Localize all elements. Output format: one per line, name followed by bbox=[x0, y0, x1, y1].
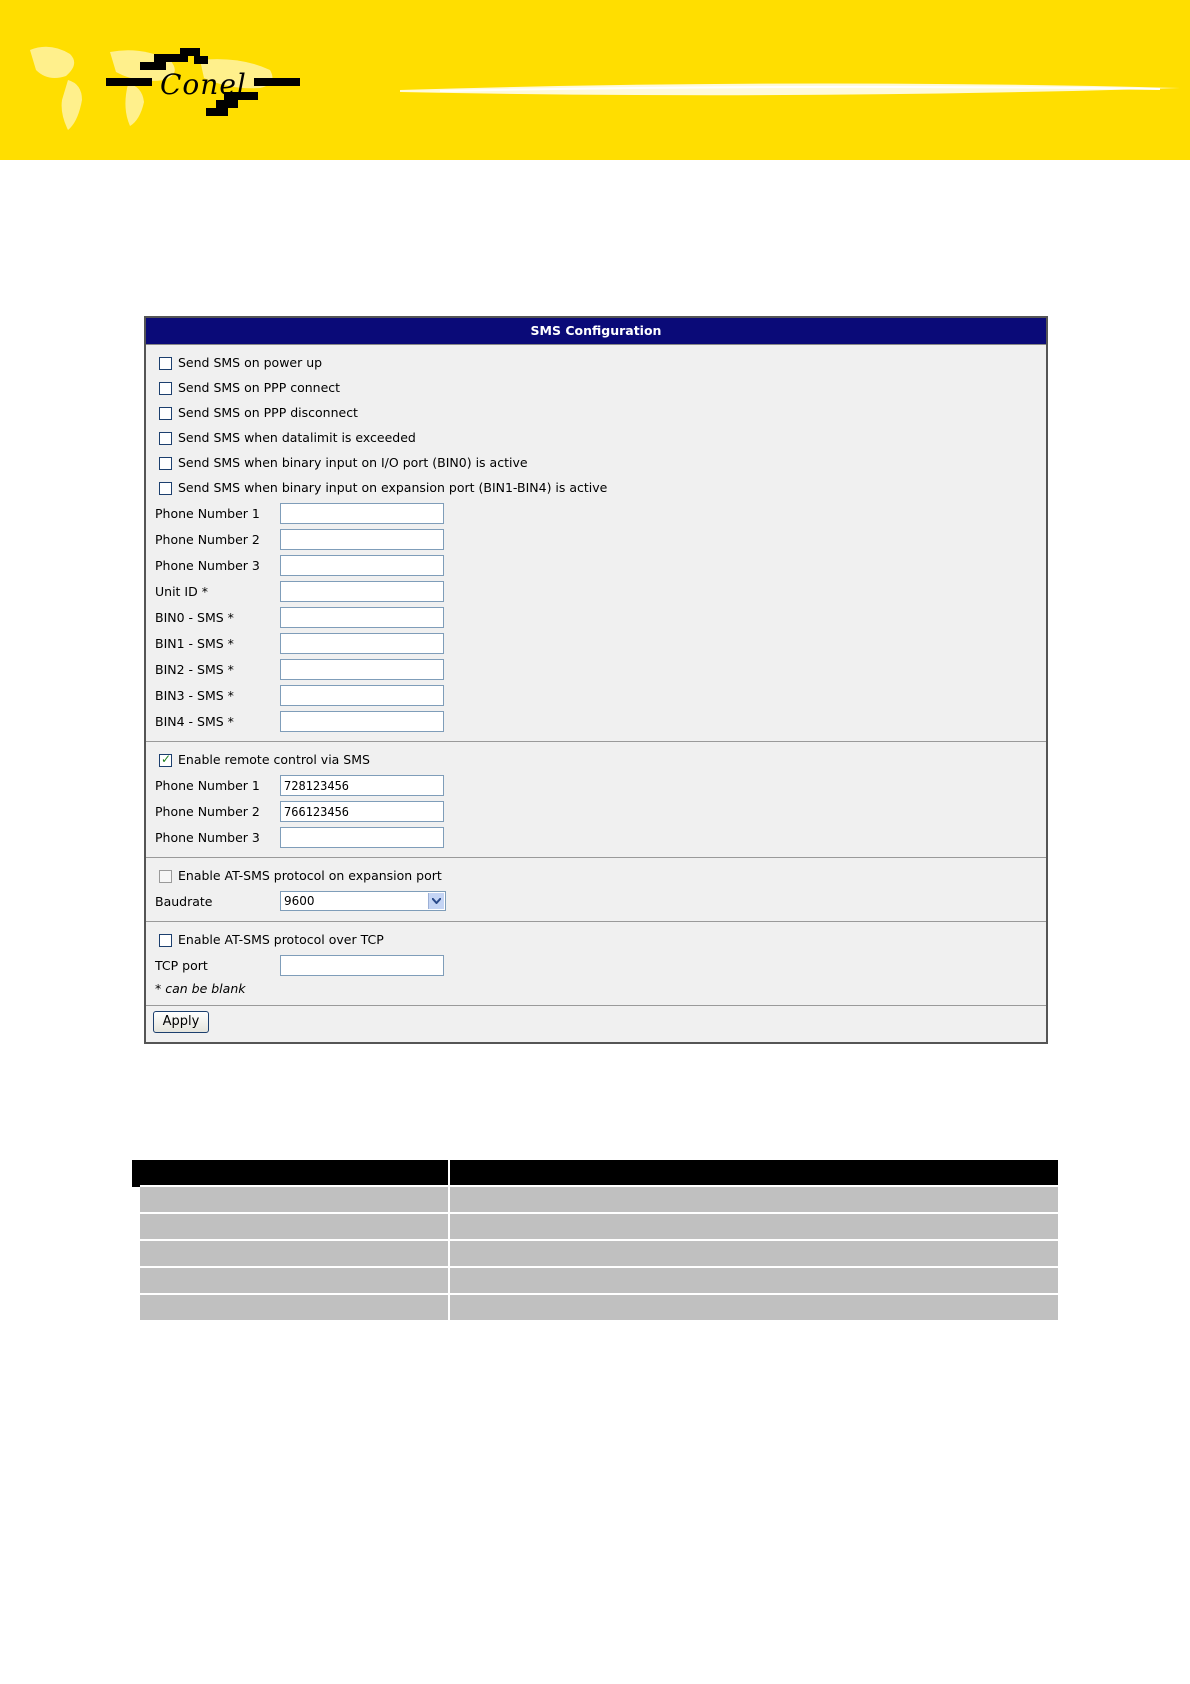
ppp-disconnect-checkbox[interactable] bbox=[159, 407, 172, 420]
remote-control-section bbox=[146, 742, 1046, 858]
field-bin0-sms bbox=[146, 605, 1046, 631]
field-phone-2 bbox=[146, 527, 1046, 553]
chevron-down-icon[interactable] bbox=[428, 893, 444, 909]
option-datalimit[interactable] bbox=[146, 426, 1046, 451]
bin3-sms-label: BIN3 - SMS * bbox=[155, 688, 234, 703]
option-at-sms-expansion[interactable] bbox=[146, 864, 1046, 889]
table-cell bbox=[449, 1267, 1058, 1294]
option-power-up[interactable] bbox=[146, 351, 1046, 376]
field-unit-id bbox=[146, 579, 1046, 605]
blank-note: * can be blank bbox=[155, 981, 246, 996]
parameter-table bbox=[132, 1160, 1058, 1320]
power-up-checkbox[interactable] bbox=[159, 357, 172, 370]
datalimit-checkbox[interactable] bbox=[159, 432, 172, 445]
field-bin1-sms bbox=[146, 631, 1046, 657]
expansion-bin-checkbox[interactable] bbox=[159, 482, 172, 495]
baudrate-label: Baudrate bbox=[155, 894, 213, 909]
table-cell bbox=[449, 1186, 1058, 1213]
option-remote-control[interactable] bbox=[146, 748, 1046, 773]
phone-1-label: Phone Number 1 bbox=[155, 506, 260, 521]
expansion-port-section bbox=[146, 858, 1046, 922]
remote-phone-2-input[interactable] bbox=[280, 801, 444, 822]
option-ppp-connect[interactable] bbox=[146, 376, 1046, 401]
table-row bbox=[136, 1213, 1058, 1240]
table-cell bbox=[449, 1294, 1058, 1320]
table-cell bbox=[136, 1267, 449, 1294]
bin0-sms-input[interactable] bbox=[280, 607, 444, 628]
ppp-connect-checkbox[interactable] bbox=[159, 382, 172, 395]
table-cell bbox=[136, 1186, 449, 1213]
table-cell bbox=[136, 1213, 449, 1240]
blank-note-row bbox=[146, 979, 1046, 999]
remote-control-label: Enable remote control via SMS bbox=[178, 752, 370, 767]
field-phone-3 bbox=[146, 553, 1046, 579]
table-cell bbox=[449, 1213, 1058, 1240]
power-up-label: Send SMS on power up bbox=[178, 355, 323, 370]
brand-name: Conel bbox=[160, 68, 247, 101]
bin0-label: Send SMS when binary input on I/O port (BIN0) is active bbox=[178, 455, 528, 470]
phone-1-input[interactable] bbox=[280, 503, 444, 524]
bin3-sms-input[interactable] bbox=[280, 685, 444, 706]
remote-phone-2-label: Phone Number 2 bbox=[155, 804, 260, 819]
table-row bbox=[136, 1294, 1058, 1320]
table-cell bbox=[136, 1240, 449, 1267]
baudrate-select[interactable] bbox=[280, 891, 446, 911]
remote-phone-1-input[interactable] bbox=[280, 775, 444, 796]
option-bin0[interactable] bbox=[146, 451, 1046, 476]
remote-control-checkbox[interactable] bbox=[159, 754, 172, 767]
bin2-sms-label: BIN2 - SMS * bbox=[155, 662, 234, 677]
field-phone-1 bbox=[146, 501, 1046, 527]
bin1-sms-label: BIN1 - SMS * bbox=[155, 636, 234, 651]
tcp-port-label: TCP port bbox=[155, 958, 208, 973]
remote-phone-3-input[interactable] bbox=[280, 827, 444, 848]
table-row bbox=[136, 1267, 1058, 1294]
remote-phone-3-label: Phone Number 3 bbox=[155, 830, 260, 845]
field-bin2-sms bbox=[146, 657, 1046, 683]
field-bin4-sms bbox=[146, 709, 1046, 735]
unit-id-label: Unit ID * bbox=[155, 584, 208, 599]
remote-phone-1-label: Phone Number 1 bbox=[155, 778, 260, 793]
field-baudrate bbox=[146, 889, 1046, 915]
bin0-sms-label: BIN0 - SMS * bbox=[155, 610, 234, 625]
at-sms-expansion-checkbox[interactable] bbox=[159, 870, 172, 883]
option-expansion-bin[interactable] bbox=[146, 476, 1046, 501]
bin2-sms-input[interactable] bbox=[280, 659, 444, 680]
apply-button[interactable]: Apply bbox=[153, 1011, 209, 1033]
panel-title: SMS Configuration bbox=[146, 318, 1046, 345]
notification-section bbox=[146, 345, 1046, 742]
table-header-cell bbox=[449, 1160, 1058, 1186]
field-remote-phone-2 bbox=[146, 799, 1046, 825]
bin1-sms-input[interactable] bbox=[280, 633, 444, 654]
bin4-sms-input[interactable] bbox=[280, 711, 444, 732]
datalimit-label: Send SMS when datalimit is exceeded bbox=[178, 430, 416, 445]
apply-row bbox=[146, 1006, 1046, 1040]
table-row bbox=[136, 1240, 1058, 1267]
table-cell bbox=[136, 1294, 449, 1320]
phone-2-label: Phone Number 2 bbox=[155, 532, 260, 547]
field-remote-phone-3 bbox=[146, 825, 1046, 851]
phone-3-input[interactable] bbox=[280, 555, 444, 576]
bin4-sms-label: BIN4 - SMS * bbox=[155, 714, 234, 729]
expansion-bin-label: Send SMS when binary input on expansion port (BIN1-BIN4) is active bbox=[178, 480, 608, 495]
ppp-disconnect-label: Send SMS on PPP disconnect bbox=[178, 405, 358, 420]
phone-3-label: Phone Number 3 bbox=[155, 558, 260, 573]
table-header-cell bbox=[136, 1160, 449, 1186]
table-row bbox=[136, 1186, 1058, 1213]
header-banner bbox=[0, 0, 1190, 160]
sms-configuration-panel bbox=[144, 316, 1048, 1044]
baudrate-value: 9600 bbox=[284, 894, 315, 908]
option-ppp-disconnect[interactable] bbox=[146, 401, 1046, 426]
tcp-port-input[interactable] bbox=[280, 955, 444, 976]
bin0-checkbox[interactable] bbox=[159, 457, 172, 470]
field-bin3-sms bbox=[146, 683, 1046, 709]
header-swoosh bbox=[400, 70, 1180, 110]
at-sms-tcp-label: Enable AT-SMS protocol over TCP bbox=[178, 932, 384, 947]
at-sms-tcp-checkbox[interactable] bbox=[159, 934, 172, 947]
unit-id-input[interactable] bbox=[280, 581, 444, 602]
table-cell bbox=[449, 1240, 1058, 1267]
tcp-section bbox=[146, 922, 1046, 1006]
table-header-row bbox=[136, 1160, 1058, 1186]
option-at-sms-tcp[interactable] bbox=[146, 928, 1046, 953]
phone-2-input[interactable] bbox=[280, 529, 444, 550]
check-mark-icon: ✓ bbox=[161, 752, 172, 766]
field-remote-phone-1 bbox=[146, 773, 1046, 799]
ppp-connect-label: Send SMS on PPP connect bbox=[178, 380, 341, 395]
at-sms-expansion-label: Enable AT-SMS protocol on expansion port bbox=[178, 868, 442, 883]
field-tcp-port bbox=[146, 953, 1046, 979]
